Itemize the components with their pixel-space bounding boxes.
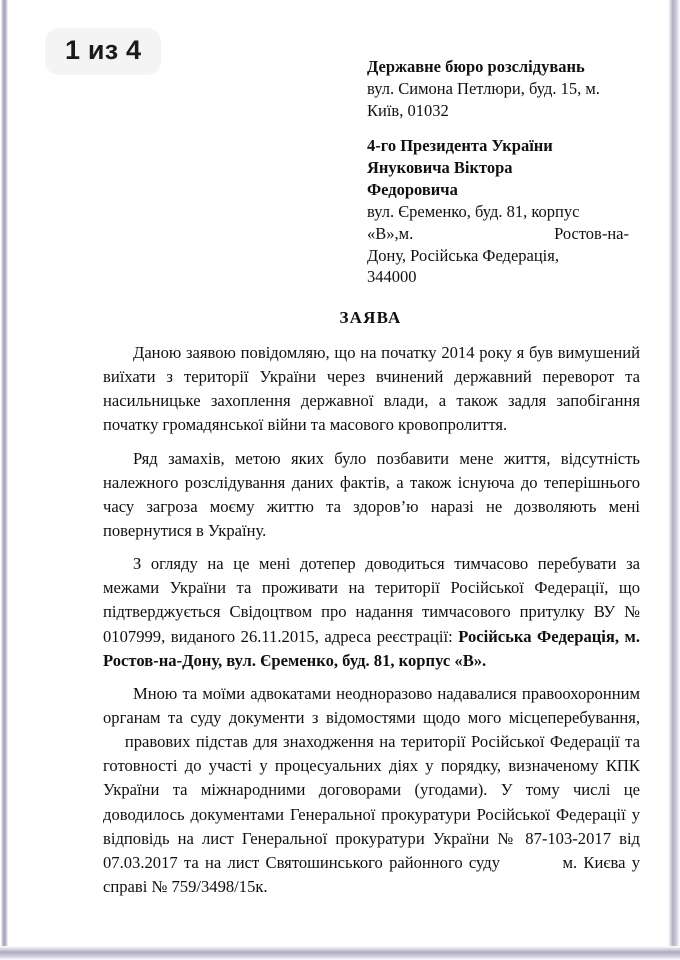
paragraph-3: [103, 552, 640, 673]
paragraph-1-text: Даною заявою повідомляю, що на початку 2014 року я був вимушений виїхати з території України через вчинений державний переворот та насильницьке захоплення державної влади, а також задля запобігання початку громадянської війни та масового кровопролиття.: [103, 343, 640, 435]
recipient-address: [367, 56, 629, 122]
page-counter-badge: 1 из 4: [45, 28, 161, 75]
page-edge-right: [668, 0, 680, 960]
sender-title: 4-го Президента України: [367, 135, 553, 155]
paragraph-4-gap-2: [500, 853, 562, 872]
paragraph-2-text: Ряд замахів, метою яких було позбавити мене життя, відсутність належного розслідування даних фактів, а також існуюча до теперішнього часу загроза моєму життю та здоров’ю наразі не дозволяють мені повернутися в Україну.: [103, 448, 640, 540]
page-edge-left: [1, 0, 8, 960]
sender-address: [367, 135, 629, 289]
sender-city: Дону, Російська Федерація,: [367, 245, 559, 265]
paragraph-4: [103, 682, 640, 899]
sender-street: вул. Єременко, буд. 81, корпус: [367, 201, 580, 221]
sender-building: «В»,: [367, 223, 399, 243]
paragraph-1: [103, 341, 640, 438]
document-title: ЗАЯВА: [339, 308, 402, 327]
page-edge-bottom: [0, 946, 680, 960]
sender-postcode: 344000: [367, 267, 417, 287]
recipient-organization: Державне бюро розслідувань: [367, 57, 585, 76]
recipient-street: вул. Симона Петлюри, буд. 15, м.: [367, 78, 600, 98]
paragraph-3-lead: З огляду на це мені дотепер доводиться тимчасово перебувати за межами України та проживати на території Російської Федерації, що підтверджується Свідоцтвом про надання тимчасового притулку ВУ № 0107999, виданого 26.11.2015, адреса реєстрації:: [103, 554, 640, 646]
paragraph-2: [103, 447, 640, 544]
letter-header-block: [367, 56, 629, 288]
sender-name: Януковича Віктора: [367, 157, 513, 177]
paragraph-4-gap-1: [103, 732, 125, 751]
paragraph-3-registration-address: Російська Федерація, м. Ростов-на-Дону, вул. Єременко, буд. 81, корпус «В».: [103, 626, 641, 670]
sender-city-prefix: м. Ростов-на-: [398, 223, 629, 243]
paragraph-4-part-3: м. Києва у справі № 759/3498/15к.: [103, 852, 641, 896]
sender-building-line: [367, 223, 629, 245]
recipient-city: Київ, 01032: [367, 100, 449, 120]
paragraph-4-part-1: Мною та моїми адвокатами неодноразово надавалися правоохоронним органам та суду документи з відомостями щодо мого місцеперебування,: [103, 683, 640, 727]
paragraph-4-part-2: правових підстав для знаходження на території Російської Федерації та готовності до участі у процесуальних діях у порядку, визначеному КПК України та міжнародними договорами (угодами). У тому числі це доводилось документами Генеральної прокуратури Російської Федерації у відповідь на лист Генеральної прокуратури України № 87-103-2017 від 07.03.2017 та на лист Святошинського районного суду: [103, 732, 641, 872]
sender-patronymic: Федоровича: [367, 179, 458, 199]
document-body: [103, 341, 640, 899]
